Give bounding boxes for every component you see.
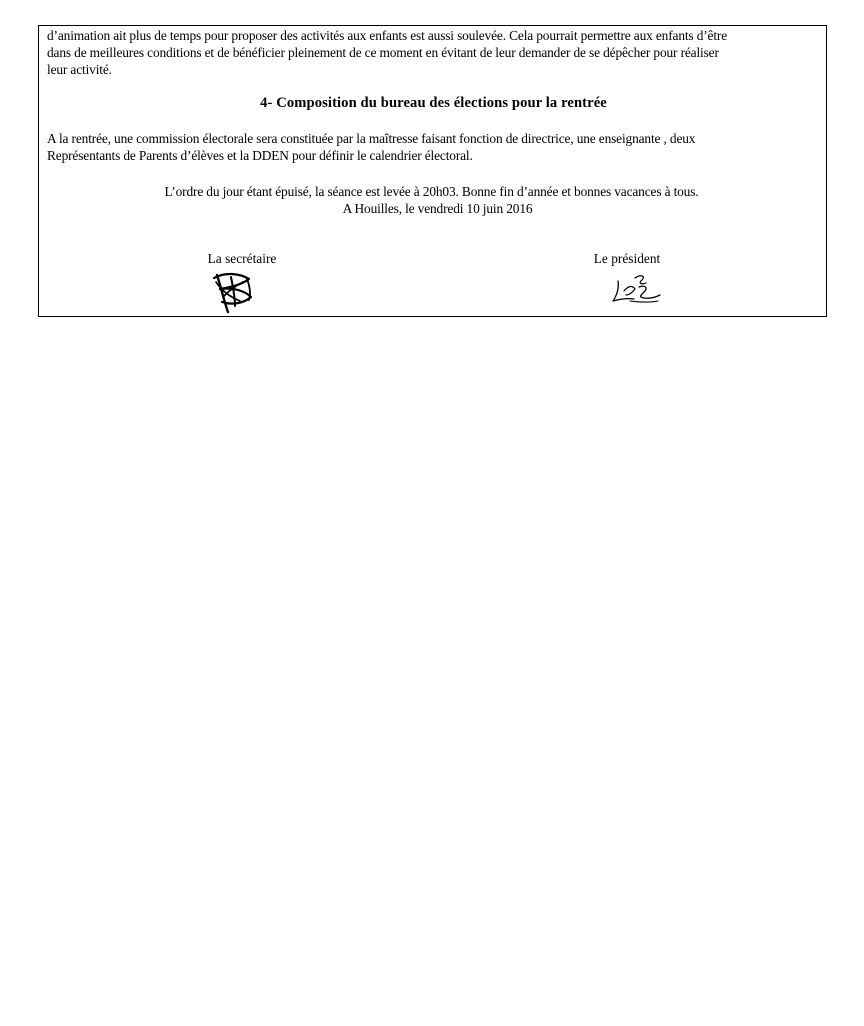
paragraph-line: dans de meilleures conditions et de bénéficier pleinement de ce moment en évitant de leur demander de se dépêcher pour réaliser bbox=[47, 45, 719, 60]
section-heading: 4- Composition du bureau des élections pour la rentrée bbox=[260, 95, 607, 111]
paragraph-animation bbox=[47, 27, 819, 78]
closing-line: L’ordre du jour étant épuisé, la séance est levée à 20h03. Bonne fin d’année et bonnes vacances à tous. bbox=[164, 184, 699, 199]
secretary-signature-icon bbox=[207, 267, 263, 317]
place-date: A Houilles, le vendredi 10 juin 2016 bbox=[342, 201, 533, 216]
text-frame bbox=[38, 25, 827, 317]
secretary-label: La secrétaire bbox=[207, 251, 277, 266]
president-signature-icon bbox=[608, 271, 666, 309]
paragraph-line: Représentants de Parents d’élèves et la DDEN pour définir le calendrier électoral. bbox=[47, 148, 473, 163]
paragraph-line: d’animation ait plus de temps pour proposer des activités aux enfants est aussi soulevée. Cela pourrait permettre aux enfants d’être bbox=[47, 28, 728, 43]
paragraph-line: A la rentrée, une commission électorale sera constituée par la maîtresse faisant fonction de directrice, une enseignante , deux bbox=[47, 131, 696, 146]
paragraph-commission bbox=[47, 130, 819, 164]
paragraph-line: leur activité. bbox=[47, 62, 112, 77]
president-label: Le président bbox=[593, 251, 661, 266]
